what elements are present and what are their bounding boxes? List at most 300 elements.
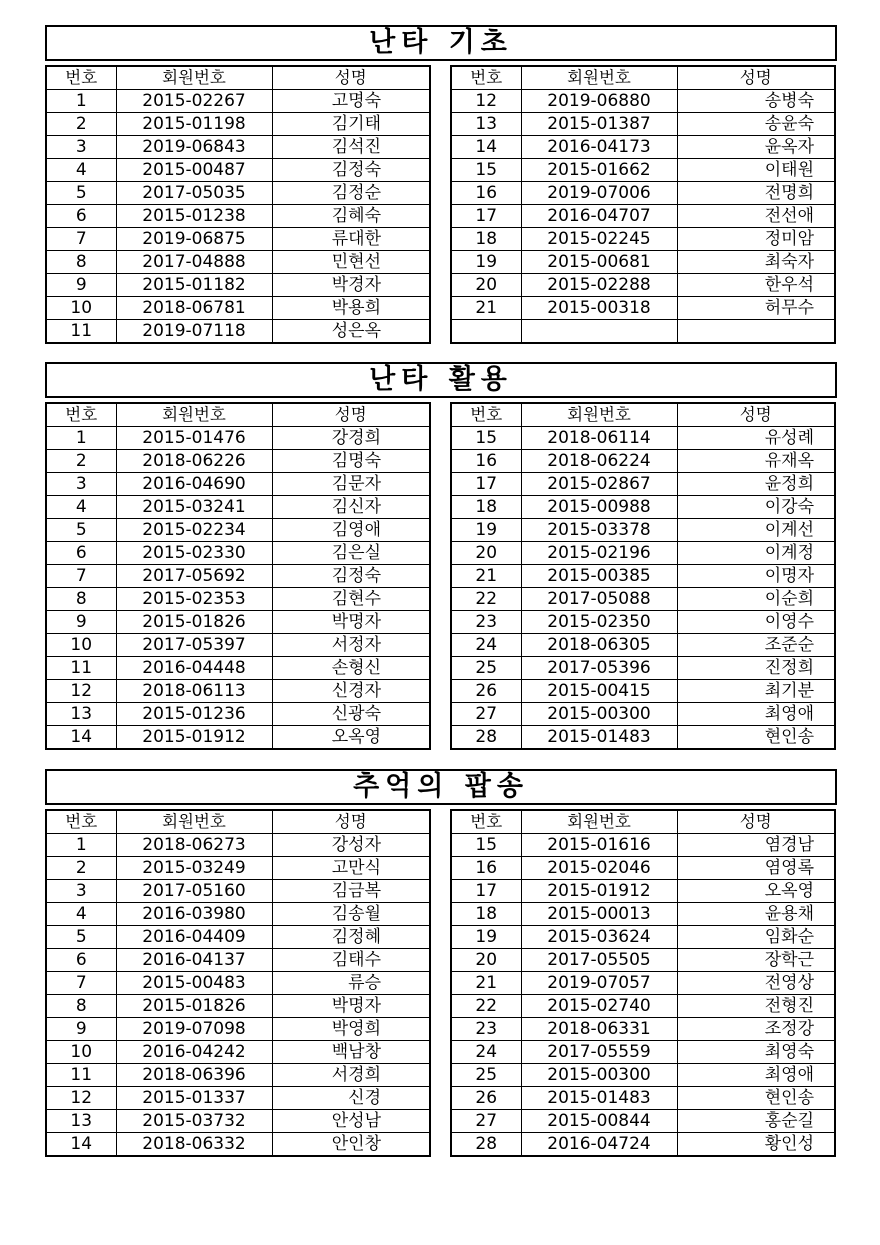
cell-number: 24 <box>451 634 521 657</box>
table-row <box>46 1064 430 1087</box>
cell-number: 13 <box>46 703 116 726</box>
header-number: 번호 <box>451 403 521 427</box>
table-row <box>46 1018 430 1041</box>
cell-member-id: 2015-01387 <box>521 113 677 136</box>
table-row <box>46 159 430 182</box>
cell-number: 9 <box>46 1018 116 1041</box>
cell-member-id: 2018-06113 <box>116 680 272 703</box>
cell-member-id: 2018-06332 <box>116 1133 272 1157</box>
table-row <box>451 542 835 565</box>
cell-name: 윤용채 <box>677 903 835 926</box>
cell-member-id: 2018-06226 <box>116 450 272 473</box>
cell-number: 21 <box>451 297 521 320</box>
table-row <box>46 427 430 450</box>
cell-member-id: 2015-00681 <box>521 251 677 274</box>
cell-member-id: 2015-01826 <box>116 611 272 634</box>
table-row <box>451 903 835 926</box>
cell-member-id: 2015-02288 <box>521 274 677 297</box>
cell-member-id: 2018-06781 <box>116 297 272 320</box>
cell-number: 6 <box>46 542 116 565</box>
header-name: 성명 <box>677 66 835 90</box>
cell-member-id: 2015-02350 <box>521 611 677 634</box>
cell-name: 오옥영 <box>272 726 430 750</box>
table-row <box>451 588 835 611</box>
cell-name: 박영희 <box>272 1018 430 1041</box>
cell-member-id: 2019-07057 <box>521 972 677 995</box>
cell-member-id: 2016-04724 <box>521 1133 677 1157</box>
cell-name: 서경희 <box>272 1064 430 1087</box>
cell-name: 김정혜 <box>272 926 430 949</box>
cell-member-id: 2015-00318 <box>521 297 677 320</box>
table-row <box>451 182 835 205</box>
cell-member-id: 2015-02353 <box>116 588 272 611</box>
table-row <box>46 182 430 205</box>
cell-number: 21 <box>451 565 521 588</box>
table-row <box>46 136 430 159</box>
cell-name: 박명자 <box>272 995 430 1018</box>
table-row <box>451 972 835 995</box>
table-row <box>46 113 430 136</box>
cell-member-id: 2015-01483 <box>521 726 677 750</box>
cell-name: 류대한 <box>272 228 430 251</box>
table-row <box>451 136 835 159</box>
cell-member-id: 2015-02046 <box>521 857 677 880</box>
cell-member-id: 2017-05035 <box>116 182 272 205</box>
table-row <box>46 611 430 634</box>
cell-member-id: 2015-02245 <box>521 228 677 251</box>
cell-number: 1 <box>46 90 116 113</box>
header-number: 번호 <box>451 810 521 834</box>
cell-name: 최영숙 <box>677 1041 835 1064</box>
cell-name: 염경남 <box>677 834 835 857</box>
cell-member-id: 2015-01912 <box>116 726 272 750</box>
cell-number: 12 <box>451 90 521 113</box>
cell-name: 전형진 <box>677 995 835 1018</box>
cell-member-id: 2019-07098 <box>116 1018 272 1041</box>
table-row <box>451 1087 835 1110</box>
cell-number: 18 <box>451 228 521 251</box>
cell-number: 16 <box>451 857 521 880</box>
cell-number: 15 <box>451 159 521 182</box>
cell-number: 7 <box>46 565 116 588</box>
cell-name: 이계정 <box>677 542 835 565</box>
cell-number: 10 <box>46 634 116 657</box>
header-number: 번호 <box>46 403 116 427</box>
header-name: 성명 <box>677 810 835 834</box>
table-row <box>451 834 835 857</box>
cell-number: 12 <box>46 680 116 703</box>
cell-name: 박용희 <box>272 297 430 320</box>
cell-name: 김송월 <box>272 903 430 926</box>
table-row <box>46 519 430 542</box>
cell-member-id: 2016-04409 <box>116 926 272 949</box>
cell-name: 홍순길 <box>677 1110 835 1133</box>
cell-name: 김정순 <box>272 182 430 205</box>
cell-name: 송윤숙 <box>677 113 835 136</box>
cell-member-id: 2015-00300 <box>521 1064 677 1087</box>
table-row <box>451 450 835 473</box>
cell-number: 2 <box>46 857 116 880</box>
table-row <box>451 726 835 750</box>
cell-number: 16 <box>451 450 521 473</box>
cell-name: 진정희 <box>677 657 835 680</box>
cell-name: 손형신 <box>272 657 430 680</box>
roster-table-left <box>45 65 431 344</box>
cell-number: 21 <box>451 972 521 995</box>
cell-number: 22 <box>451 588 521 611</box>
cell-member-id: 2015-03624 <box>521 926 677 949</box>
table-row <box>46 450 430 473</box>
cell-member-id: 2016-04690 <box>116 473 272 496</box>
cell-member-id: 2016-04242 <box>116 1041 272 1064</box>
cell-member-id: 2015-02234 <box>116 519 272 542</box>
cell-member-id: 2018-06331 <box>521 1018 677 1041</box>
section-title: 난타 활용 <box>45 362 837 398</box>
cell-number: 11 <box>46 1064 116 1087</box>
header-member-id: 회원번호 <box>116 403 272 427</box>
table-row <box>46 274 430 297</box>
cell-number: 28 <box>451 1133 521 1157</box>
cell-number: 27 <box>451 703 521 726</box>
cell-member-id: 2019-06875 <box>116 228 272 251</box>
cell-member-id: 2015-02267 <box>116 90 272 113</box>
cell-member-id: 2015-02740 <box>521 995 677 1018</box>
cell-name: 오옥영 <box>677 880 835 903</box>
table-header-row <box>451 66 835 90</box>
cell-number: 16 <box>451 182 521 205</box>
header-number: 번호 <box>46 66 116 90</box>
cell-number: 15 <box>451 427 521 450</box>
cell-name: 김문자 <box>272 473 430 496</box>
cell-number: 8 <box>46 995 116 1018</box>
cell-member-id: 2015-00385 <box>521 565 677 588</box>
table-row <box>46 251 430 274</box>
table-row <box>46 565 430 588</box>
cell-number: 10 <box>46 297 116 320</box>
table-row <box>46 496 430 519</box>
table-row <box>46 703 430 726</box>
cell-member-id: 2015-01483 <box>521 1087 677 1110</box>
cell-number: 14 <box>46 726 116 750</box>
table-row <box>46 995 430 1018</box>
cell-number: 17 <box>451 880 521 903</box>
cell-number: 20 <box>451 542 521 565</box>
cell-number: 9 <box>46 274 116 297</box>
table-row <box>46 857 430 880</box>
cell-member-id: 2015-01662 <box>521 159 677 182</box>
cell-number: 5 <box>46 926 116 949</box>
table-row <box>46 1110 430 1133</box>
table-header-row <box>46 810 430 834</box>
cell-name: 김혜숙 <box>272 205 430 228</box>
cell-name: 이계선 <box>677 519 835 542</box>
cell-name: 안성남 <box>272 1110 430 1133</box>
cell-number: 25 <box>451 1064 521 1087</box>
table-row <box>46 1041 430 1064</box>
cell-member-id: 2018-06114 <box>521 427 677 450</box>
header-name: 성명 <box>272 66 430 90</box>
table-row <box>46 834 430 857</box>
table-row <box>46 320 430 344</box>
header-number: 번호 <box>46 810 116 834</box>
cell-member-id: 2019-07006 <box>521 182 677 205</box>
cell-member-id: 2016-04137 <box>116 949 272 972</box>
cell-member-id: 2019-07118 <box>116 320 272 344</box>
cell-number: 27 <box>451 1110 521 1133</box>
header-name: 성명 <box>677 403 835 427</box>
cell-number: 14 <box>46 1133 116 1157</box>
table-row <box>451 297 835 320</box>
cell-name: 이순희 <box>677 588 835 611</box>
cell-name: 조정강 <box>677 1018 835 1041</box>
header-name: 성명 <box>272 403 430 427</box>
table-row <box>451 159 835 182</box>
cell-member-id: 2015-02867 <box>521 473 677 496</box>
table-row <box>451 1018 835 1041</box>
cell-number: 12 <box>46 1087 116 1110</box>
cell-name: 김정숙 <box>272 565 430 588</box>
cell-name: 이영수 <box>677 611 835 634</box>
cell-member-id: 2015-00013 <box>521 903 677 926</box>
cell-member-id: 2016-04173 <box>521 136 677 159</box>
table-row <box>451 473 835 496</box>
cell-member-id: 2015-01476 <box>116 427 272 450</box>
table-row <box>46 926 430 949</box>
cell-number: 1 <box>46 427 116 450</box>
cell-number: 3 <box>46 136 116 159</box>
cell-name: 김현수 <box>272 588 430 611</box>
cell-member-id: 2018-06396 <box>116 1064 272 1087</box>
cell-number: 20 <box>451 274 521 297</box>
cell-member-id: 2015-01337 <box>116 1087 272 1110</box>
table-row <box>46 297 430 320</box>
cell-member-id: 2015-03378 <box>521 519 677 542</box>
cell-name: 김태수 <box>272 949 430 972</box>
cell-name: 윤정희 <box>677 473 835 496</box>
table-row <box>46 588 430 611</box>
header-member-id: 회원번호 <box>521 66 677 90</box>
table-row <box>46 634 430 657</box>
table-row <box>46 726 430 750</box>
cell-member-id: 2015-00415 <box>521 680 677 703</box>
cell-name: 백남창 <box>272 1041 430 1064</box>
cell-name: 최영애 <box>677 703 835 726</box>
table-row <box>451 519 835 542</box>
cell-name: 김은실 <box>272 542 430 565</box>
table-row <box>46 680 430 703</box>
cell-member-id: 2015-03249 <box>116 857 272 880</box>
cell-name: 현인송 <box>677 1087 835 1110</box>
cell-number: 4 <box>46 159 116 182</box>
cell-member-id: 2015-01182 <box>116 274 272 297</box>
cell-number: 28 <box>451 726 521 750</box>
roster-table-left <box>45 402 431 750</box>
cell-member-id: 2019-06843 <box>116 136 272 159</box>
section-title: 추억의 팝송 <box>45 769 837 805</box>
cell-member-id: 2015-02330 <box>116 542 272 565</box>
cell-name: 고만식 <box>272 857 430 880</box>
table-row <box>451 949 835 972</box>
cell-name: 서정자 <box>272 634 430 657</box>
cell-name: 김금복 <box>272 880 430 903</box>
cell-number: 19 <box>451 519 521 542</box>
table-row <box>46 880 430 903</box>
cell-number: 19 <box>451 926 521 949</box>
cell-name: 안인창 <box>272 1133 430 1157</box>
cell-name: 류승 <box>272 972 430 995</box>
cell-name: 장학근 <box>677 949 835 972</box>
cell-member-id: 2015-00988 <box>521 496 677 519</box>
cell-member-id: 2017-05396 <box>521 657 677 680</box>
cell-member-id: 2015-03241 <box>116 496 272 519</box>
cell-name: 김신자 <box>272 496 430 519</box>
cell-number: 2 <box>46 113 116 136</box>
cell-name: 강성자 <box>272 834 430 857</box>
cell-member-id: 2015-01616 <box>521 834 677 857</box>
cell-name: 전선애 <box>677 205 835 228</box>
header-member-id: 회원번호 <box>116 810 272 834</box>
cell-name: 김정숙 <box>272 159 430 182</box>
table-row <box>46 90 430 113</box>
cell-name: 고명숙 <box>272 90 430 113</box>
cell-name: 최기분 <box>677 680 835 703</box>
cell-member-id <box>521 320 677 344</box>
cell-name: 유재옥 <box>677 450 835 473</box>
cell-number: 5 <box>46 519 116 542</box>
cell-number: 13 <box>451 113 521 136</box>
header-number: 번호 <box>451 66 521 90</box>
cell-number: 18 <box>451 496 521 519</box>
table-header-row <box>46 403 430 427</box>
roster-table-left <box>45 809 431 1157</box>
cell-number: 17 <box>451 473 521 496</box>
table-row <box>46 542 430 565</box>
cell-number: 20 <box>451 949 521 972</box>
cell-number: 22 <box>451 995 521 1018</box>
cell-member-id: 2015-02196 <box>521 542 677 565</box>
table-row <box>451 1110 835 1133</box>
cell-member-id: 2018-06305 <box>521 634 677 657</box>
cell-member-id: 2015-00300 <box>521 703 677 726</box>
cell-number: 7 <box>46 972 116 995</box>
cell-name <box>677 320 835 344</box>
cell-number: 17 <box>451 205 521 228</box>
cell-member-id: 2016-04707 <box>521 205 677 228</box>
cell-member-id: 2018-06273 <box>116 834 272 857</box>
cell-number: 9 <box>46 611 116 634</box>
cell-name: 염영록 <box>677 857 835 880</box>
cell-name: 김영애 <box>272 519 430 542</box>
table-row <box>46 473 430 496</box>
table-row <box>46 1133 430 1157</box>
cell-member-id: 2019-06880 <box>521 90 677 113</box>
table-header-row <box>451 403 835 427</box>
table-row <box>46 228 430 251</box>
cell-number: 26 <box>451 1087 521 1110</box>
cell-number: 26 <box>451 680 521 703</box>
table-row <box>451 703 835 726</box>
cell-member-id: 2015-00487 <box>116 159 272 182</box>
cell-number: 8 <box>46 588 116 611</box>
table-row <box>451 1064 835 1087</box>
cell-number: 15 <box>451 834 521 857</box>
roster-table-right <box>450 809 836 1157</box>
cell-name: 박명자 <box>272 611 430 634</box>
cell-name: 현인송 <box>677 726 835 750</box>
cell-member-id: 2015-01238 <box>116 205 272 228</box>
cell-name: 김명숙 <box>272 450 430 473</box>
table-row <box>451 228 835 251</box>
cell-number: 19 <box>451 251 521 274</box>
cell-number: 5 <box>46 182 116 205</box>
cell-member-id: 2017-05397 <box>116 634 272 657</box>
cell-member-id: 2017-05160 <box>116 880 272 903</box>
cell-number: 4 <box>46 496 116 519</box>
cell-member-id: 2015-01826 <box>116 995 272 1018</box>
table-row <box>451 1041 835 1064</box>
header-member-id: 회원번호 <box>521 810 677 834</box>
cell-member-id: 2017-04888 <box>116 251 272 274</box>
table-row <box>451 427 835 450</box>
cell-number: 25 <box>451 657 521 680</box>
cell-name: 박경자 <box>272 274 430 297</box>
table-row <box>451 1133 835 1157</box>
table-row <box>46 903 430 926</box>
cell-number: 3 <box>46 473 116 496</box>
cell-name: 허무수 <box>677 297 835 320</box>
cell-name: 조준순 <box>677 634 835 657</box>
cell-name: 김석진 <box>272 136 430 159</box>
cell-number: 6 <box>46 205 116 228</box>
cell-number: 18 <box>451 903 521 926</box>
header-member-id: 회원번호 <box>521 403 677 427</box>
cell-number: 2 <box>46 450 116 473</box>
cell-member-id: 2015-01912 <box>521 880 677 903</box>
cell-name: 강경희 <box>272 427 430 450</box>
cell-member-id: 2015-00483 <box>116 972 272 995</box>
table-row <box>46 205 430 228</box>
cell-member-id: 2017-05088 <box>521 588 677 611</box>
cell-name: 성은옥 <box>272 320 430 344</box>
table-row <box>451 995 835 1018</box>
cell-member-id: 2016-03980 <box>116 903 272 926</box>
cell-name: 최숙자 <box>677 251 835 274</box>
cell-number: 8 <box>46 251 116 274</box>
cell-member-id: 2017-05505 <box>521 949 677 972</box>
cell-number: 13 <box>46 1110 116 1133</box>
cell-name: 임화순 <box>677 926 835 949</box>
table-row <box>451 926 835 949</box>
cell-name: 신경자 <box>272 680 430 703</box>
cell-number: 10 <box>46 1041 116 1064</box>
table-row <box>451 251 835 274</box>
cell-name: 이태원 <box>677 159 835 182</box>
table-row <box>451 857 835 880</box>
table-row <box>451 565 835 588</box>
cell-member-id: 2015-01236 <box>116 703 272 726</box>
table-row <box>451 496 835 519</box>
cell-name: 민현선 <box>272 251 430 274</box>
header-member-id: 회원번호 <box>116 66 272 90</box>
header-name: 성명 <box>272 810 430 834</box>
cell-name: 윤옥자 <box>677 136 835 159</box>
cell-name: 신광숙 <box>272 703 430 726</box>
table-row <box>451 680 835 703</box>
cell-member-id: 2016-04448 <box>116 657 272 680</box>
table-row <box>451 634 835 657</box>
cell-number: 11 <box>46 657 116 680</box>
table-row <box>46 1087 430 1110</box>
